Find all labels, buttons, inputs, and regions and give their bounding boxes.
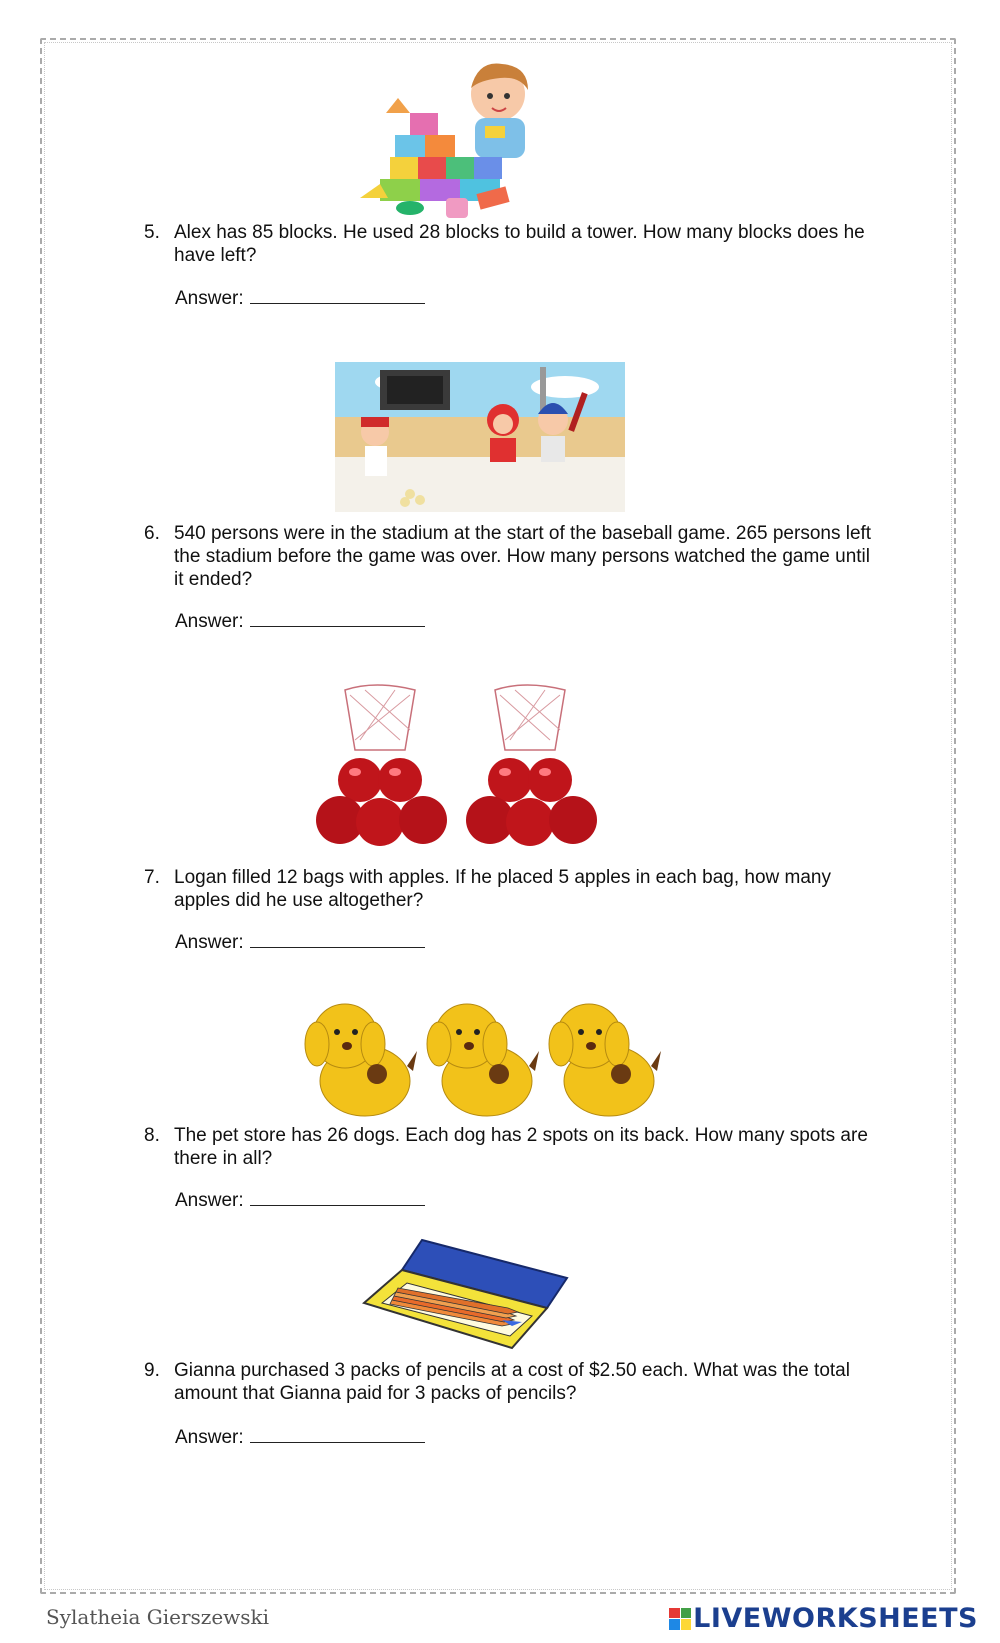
question-9 xyxy=(144,1359,884,1405)
question-8 xyxy=(144,1124,884,1170)
answer-input-5[interactable] xyxy=(250,285,425,304)
question-number: 5. xyxy=(144,222,160,243)
answer-label: Answer: xyxy=(175,611,244,632)
answer-row xyxy=(175,1187,425,1212)
question-number: 9. xyxy=(144,1360,160,1381)
answer-input-7[interactable] xyxy=(250,929,425,948)
answer-label: Answer: xyxy=(175,932,244,953)
author-name: Sylatheia Gierszewski xyxy=(46,1605,270,1629)
question-number: 8. xyxy=(144,1125,160,1146)
answer-row xyxy=(175,929,425,954)
answer-label: Answer: xyxy=(175,1190,244,1211)
answer-input-8[interactable] xyxy=(250,1187,425,1206)
question-text: Alex has 85 blocks. He used 28 blocks to build a tower. How many blocks does he have left? xyxy=(174,222,865,266)
question-number: 7. xyxy=(144,867,160,888)
answer-input-6[interactable] xyxy=(250,608,425,627)
answer-label: Answer: xyxy=(175,1427,244,1448)
brand-logo[interactable] xyxy=(669,1603,978,1634)
answer-row xyxy=(175,608,425,633)
question-number: 6. xyxy=(144,523,160,544)
pencil-case-icon xyxy=(362,1238,572,1358)
liveworksheets-logo-icon xyxy=(669,1608,691,1630)
baseball-kids-icon xyxy=(335,362,625,512)
question-6 xyxy=(144,522,884,591)
brand-name: LIVEWORKSHEETS xyxy=(693,1603,978,1634)
question-7 xyxy=(144,866,884,912)
question-text: Gianna purchased 3 packs of pencils at a cost of $2.50 each. What was the total amount that Gianna paid for 3 packs of pencils? xyxy=(174,1360,850,1404)
answer-row xyxy=(175,285,425,310)
answer-row xyxy=(175,1424,425,1449)
question-text: The pet store has 26 dogs. Each dog has 2 spots on its back. How many spots are there in all? xyxy=(174,1125,868,1169)
toy-blocks-boy-icon xyxy=(350,58,560,228)
question-5 xyxy=(144,221,884,267)
answer-label: Answer: xyxy=(175,288,244,309)
answer-input-9[interactable] xyxy=(250,1424,425,1443)
question-text: Logan filled 12 bags with apples. If he placed 5 apples in each bag, how many apples did he use altogether? xyxy=(174,867,832,911)
yellow-dogs-icon xyxy=(295,996,665,1121)
apple-bags-icon xyxy=(305,680,605,855)
question-text: 540 persons were in the stadium at the start of the baseball game. 265 persons left the stadium before the game was over. How many persons watched the game until it ended? xyxy=(174,523,872,590)
